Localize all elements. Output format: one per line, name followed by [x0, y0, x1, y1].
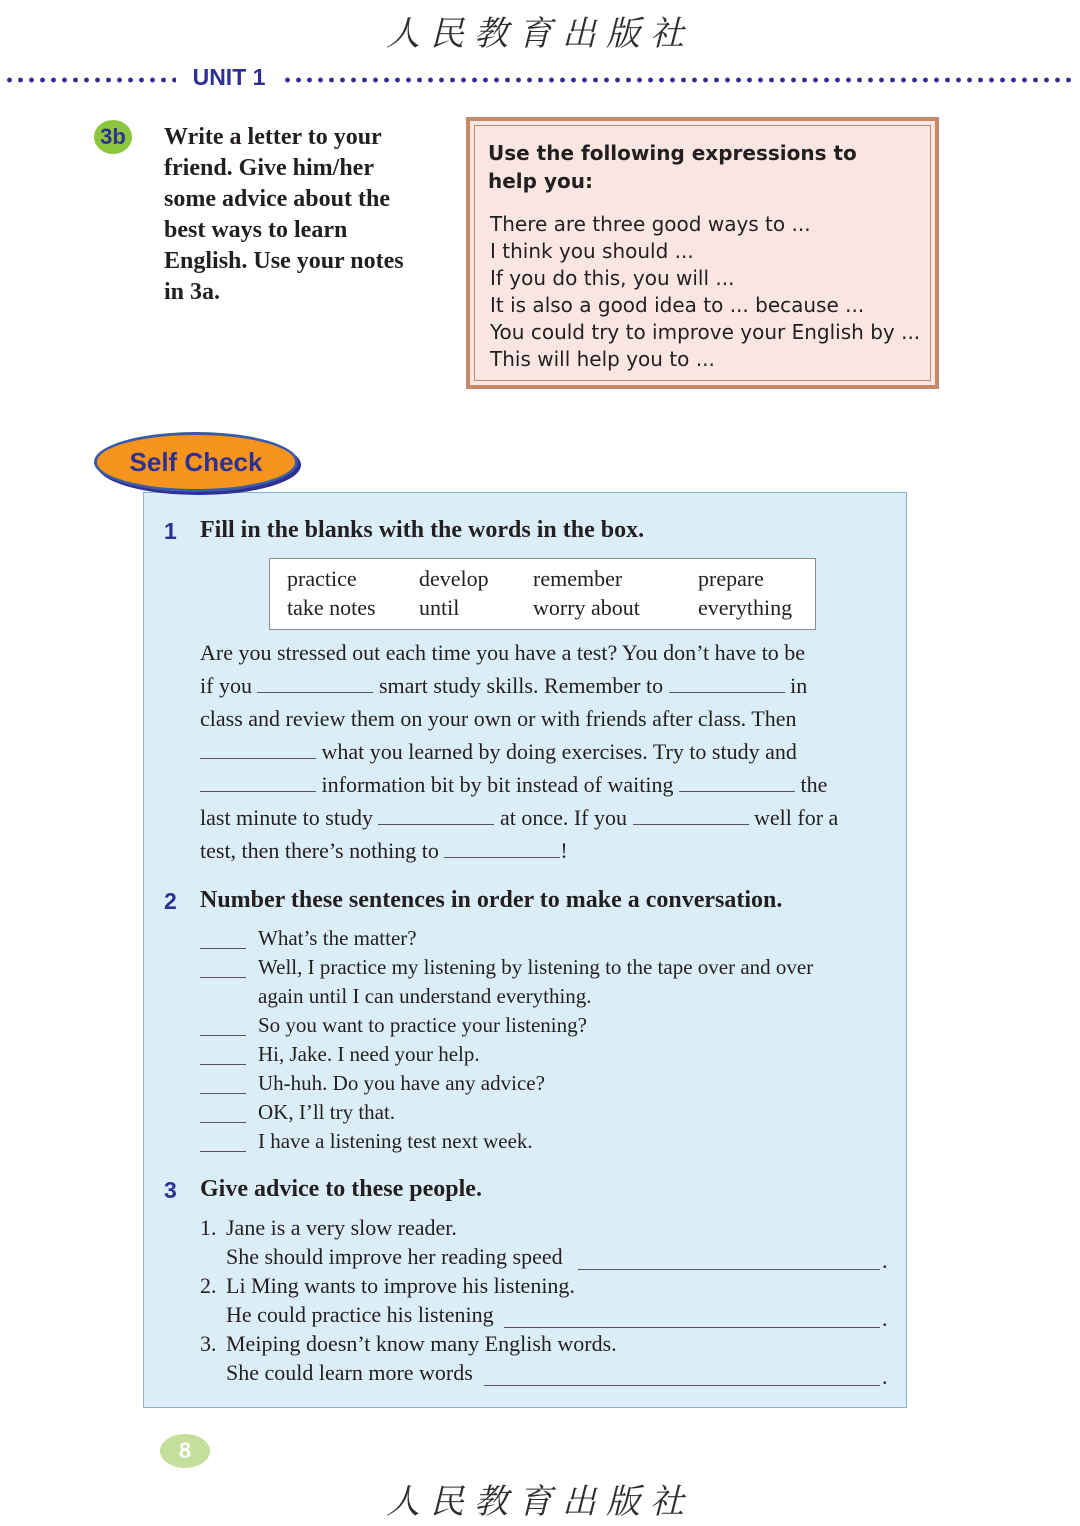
advice-answer-line[interactable] — [484, 1385, 880, 1386]
conversation-sentence: I have a listening test next week. — [258, 1129, 533, 1153]
paragraph-text: what you learned by doing exercises. Try to study and — [321, 739, 797, 764]
publisher-watermark-bottom: 人民教育出版社 — [386, 1482, 694, 1522]
word-box-item: worry about — [533, 595, 640, 620]
section-1-number: 1 — [164, 518, 177, 544]
conversation-sentence: Uh-huh. Do you have any advice? — [258, 1071, 545, 1095]
task-3b-line: in 3a. — [164, 279, 221, 305]
order-blank[interactable] — [200, 1035, 246, 1036]
order-blank[interactable] — [200, 1122, 246, 1123]
paragraph-text: smart study skills. Remember to — [378, 673, 664, 698]
conversation-sentence: What’s the matter? — [258, 926, 417, 950]
expression-item: You could try to improve your English by ... — [490, 320, 921, 344]
conversation-sentence: So you want to practice your listening? — [258, 1013, 587, 1037]
order-blank[interactable] — [200, 1151, 246, 1152]
expression-item: There are three good ways to ... — [490, 212, 811, 236]
task-3b-line: best ways to learn — [164, 217, 348, 243]
advice-end-mark: . — [882, 1248, 888, 1273]
dotted-rule-left — [4, 76, 176, 84]
expressions-title: Use the following expressions to help you: — [488, 141, 857, 193]
task-3b-badge: 3b — [94, 120, 132, 154]
task-3b-line: English. Use your notes — [164, 248, 404, 274]
paragraph-text: Are you stressed out each time you have a test? You don’t have to be — [200, 640, 806, 665]
answer-blank[interactable] — [378, 806, 494, 825]
answer-blank[interactable] — [633, 806, 749, 825]
expression-item: It is also a good idea to ... because ... — [490, 293, 865, 317]
paragraph-text: well for a — [754, 805, 839, 830]
paragraph-text: at once. If you — [499, 805, 628, 830]
advice-end-mark: . — [882, 1306, 888, 1331]
order-blank[interactable] — [200, 948, 246, 949]
expression-item: This will help you to ... — [490, 347, 715, 371]
order-blank[interactable] — [200, 977, 246, 978]
order-blank[interactable] — [200, 1064, 246, 1065]
conversation-sentence: OK, I’ll try that. — [258, 1100, 396, 1124]
conversation-sentence: Hi, Jake. I need your help. — [258, 1042, 480, 1066]
advice-item-number: 3. — [200, 1331, 217, 1356]
task-3b-line: friend. Give him/her — [164, 155, 374, 181]
paragraph-text: information bit by bit instead of waiting — [321, 772, 674, 797]
answer-blank[interactable] — [257, 674, 373, 693]
section-2-number: 2 — [164, 888, 177, 914]
page-number: 8 — [160, 1434, 210, 1468]
answer-blank[interactable] — [200, 740, 316, 759]
word-box-item: prepare — [698, 566, 764, 591]
section-3-title: Give advice to these people. — [200, 1176, 482, 1202]
section-1-title: Fill in the blanks with the words in the box. — [200, 517, 645, 543]
task-3b-line: some advice about the — [164, 186, 390, 212]
paragraph-text: test, then there’s nothing to — [200, 838, 439, 863]
word-box-item: remember — [533, 566, 623, 591]
conversation-sentence: Well, I practice my listening by listening to the tape over and over — [258, 955, 814, 979]
section-3-number: 3 — [164, 1177, 177, 1203]
expressions-list — [490, 211, 920, 373]
word-box-item: until — [419, 595, 460, 620]
answer-blank[interactable] — [669, 674, 785, 693]
task-3b-line: Write a letter to your — [164, 124, 382, 150]
advice-prompt: She should improve her reading speed — [226, 1244, 563, 1269]
dotted-rule-right — [282, 76, 1074, 84]
paragraph-text: ! — [560, 838, 568, 863]
advice-situation: Meiping doesn’t know many English words. — [226, 1331, 617, 1356]
expression-item: If you do this, you will ... — [490, 266, 735, 290]
paragraph-text: if you — [200, 673, 252, 698]
word-box-item: take notes — [287, 595, 376, 620]
expressions-box — [466, 117, 939, 389]
word-box — [269, 558, 816, 630]
expression-item: I think you should ... — [490, 239, 694, 263]
unit-label: UNIT 1 — [192, 64, 266, 90]
advice-prompt: He could practice his listening — [226, 1302, 494, 1327]
advice-answer-line[interactable] — [504, 1327, 880, 1328]
answer-blank[interactable] — [200, 773, 316, 792]
word-box-item: develop — [419, 566, 489, 591]
paragraph-text: in — [790, 673, 808, 698]
advice-list — [200, 1215, 890, 1395]
word-box-item: practice — [287, 566, 357, 591]
paragraph-text: last minute to study — [200, 805, 373, 830]
advice-situation: Li Ming wants to improve his listening. — [226, 1273, 575, 1298]
conversation-sentence: again until I can understand everything. — [258, 984, 592, 1008]
answer-blank[interactable] — [444, 839, 560, 858]
word-box-item: everything — [698, 595, 793, 620]
section-2-title: Number these sentences in order to make a conversation. — [200, 887, 783, 913]
advice-answer-line[interactable] — [578, 1269, 880, 1270]
self-check-badge: Self Check — [94, 432, 298, 492]
order-blank[interactable] — [200, 1093, 246, 1094]
advice-prompt: She could learn more words — [226, 1360, 473, 1385]
paragraph-text: the — [800, 772, 828, 797]
paragraph-text: class and review them on your own or with friends after class. Then — [200, 706, 797, 731]
publisher-watermark-top: 人民教育出版社 — [386, 14, 694, 54]
fill-in-paragraph — [200, 640, 880, 880]
conversation-list — [200, 926, 860, 1166]
advice-item-number: 2. — [200, 1273, 217, 1298]
advice-situation: Jane is a very slow reader. — [226, 1215, 457, 1240]
advice-item-number: 1. — [200, 1215, 217, 1240]
advice-end-mark: . — [882, 1364, 888, 1389]
answer-blank[interactable] — [679, 773, 795, 792]
task-3b-instructions — [164, 122, 434, 308]
